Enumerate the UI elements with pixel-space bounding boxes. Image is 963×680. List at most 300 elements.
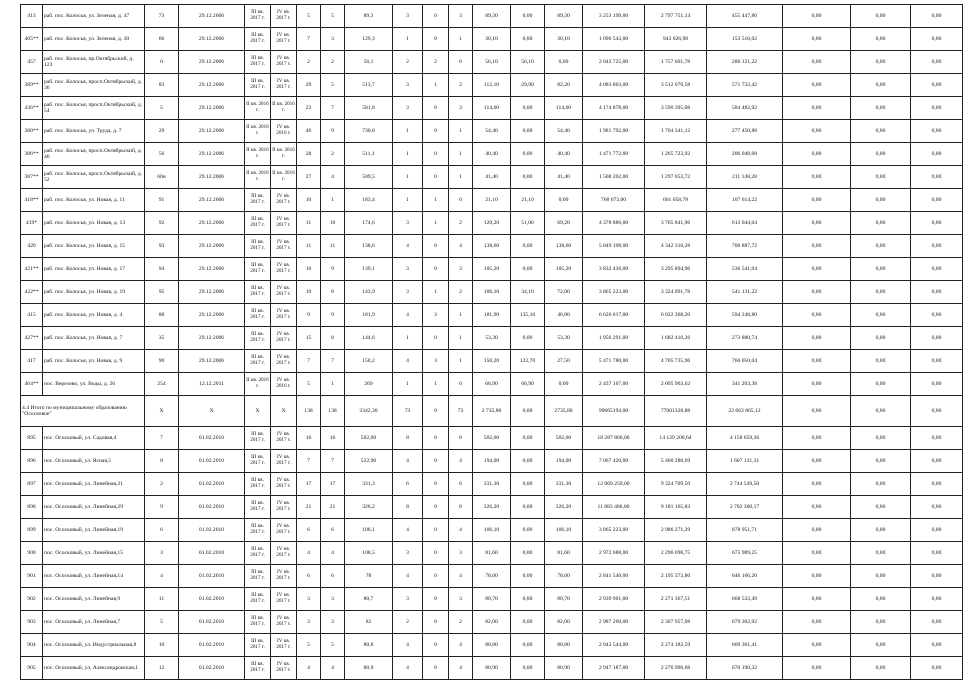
cell-c17: 0,00 bbox=[783, 565, 851, 588]
cell-c18: 0,00 bbox=[851, 611, 911, 634]
cell-c13: 138,60 bbox=[545, 235, 583, 258]
cell-c10: 3 bbox=[449, 97, 473, 120]
cell-addr: пос. Ососковый, ул. Линейная,29 bbox=[43, 496, 145, 519]
cell-c14: 2 043 725,00 bbox=[583, 51, 645, 74]
cell-s2: IV кв. 2017 г. bbox=[271, 634, 297, 657]
cell-c7: 78 bbox=[345, 565, 393, 588]
cell-c11: 106,10 bbox=[473, 281, 511, 304]
cell-s1: III кв. 2017 г. bbox=[245, 189, 271, 212]
cell-c19: 0,00 bbox=[911, 51, 963, 74]
cell-c10: 8 bbox=[449, 496, 473, 519]
cell-c6: 7 bbox=[321, 450, 345, 473]
cell-c19: 0,00 bbox=[911, 166, 963, 189]
cell-c13: 114,60 bbox=[545, 97, 583, 120]
cell-c8: 1 bbox=[393, 373, 423, 396]
cell-c7: 89,3 bbox=[345, 5, 393, 28]
table-row bbox=[21, 473, 963, 496]
cell-c9: 0 bbox=[423, 143, 449, 166]
cell-c13: 40,40 bbox=[545, 143, 583, 166]
cell-c14: 7 067 420,00 bbox=[583, 450, 645, 473]
cell-s2: IV кв. 2017 г. bbox=[271, 212, 297, 235]
cell-c14: 2 841 540,00 bbox=[583, 565, 645, 588]
cell-c6: 5 bbox=[321, 74, 345, 97]
cell-c14: 6 626 617,00 bbox=[583, 304, 645, 327]
cell-date: 01.02.2010 bbox=[179, 634, 245, 657]
cell-c2: 4 bbox=[145, 565, 179, 588]
total-c6: 138 bbox=[321, 396, 345, 427]
cell-c18: 0,00 bbox=[851, 350, 911, 373]
cell-id: 902 bbox=[21, 588, 43, 611]
cell-s2: IV кв. 2017 г. bbox=[271, 281, 297, 304]
cell-addr: раб. пос. Колосья, ул. Новая, д. 19 bbox=[43, 281, 145, 304]
cell-c2: 56 bbox=[145, 143, 179, 166]
cell-c11: 80,90 bbox=[473, 657, 511, 680]
cell-c10: 3 bbox=[449, 588, 473, 611]
cell-c14: 2 939 901,00 bbox=[583, 588, 645, 611]
cell-c18: 0,00 bbox=[851, 166, 911, 189]
cell-c8: 1 bbox=[393, 166, 423, 189]
cell-s2: II кв. 2016 г. bbox=[271, 143, 297, 166]
cell-c19: 0,00 bbox=[911, 143, 963, 166]
cell-c12: 0,00 bbox=[511, 542, 545, 565]
cell-c12: 0,00 bbox=[511, 97, 545, 120]
cell-s2: II кв. 2016 г. bbox=[271, 166, 297, 189]
table-row bbox=[21, 634, 963, 657]
cell-c16: 273 880,74 bbox=[707, 327, 783, 350]
cell-c15: 3 512 070,58 bbox=[645, 74, 707, 97]
cell-c6: 11 bbox=[321, 235, 345, 258]
cell-c5: 23 bbox=[297, 97, 321, 120]
cell-date: 29.12.2006 bbox=[179, 51, 245, 74]
cell-c17: 0,00 bbox=[783, 189, 851, 212]
cell-c7: 143,9 bbox=[345, 281, 393, 304]
cell-c14: 3 865 223,00 bbox=[583, 281, 645, 304]
cell-addr: раб. пос. Колосья, ул. Зеленая, д. 47 bbox=[43, 5, 145, 28]
cell-c7: 511,1 bbox=[345, 143, 393, 166]
cell-c2: 5 bbox=[145, 97, 179, 120]
cell-c18: 0,00 bbox=[851, 5, 911, 28]
cell-c15: 5 460 288,69 bbox=[645, 450, 707, 473]
cell-s2: IV кв. 2017 г. bbox=[271, 28, 297, 51]
cell-c6: 7 bbox=[321, 350, 345, 373]
cell-c9: 0 bbox=[423, 327, 449, 350]
cell-c9: 0 bbox=[423, 565, 449, 588]
cell-c16: 153 516,02 bbox=[707, 28, 783, 51]
cell-c11: 54,40 bbox=[473, 120, 511, 143]
cell-c18: 0,00 bbox=[851, 28, 911, 51]
cell-c14: 2 943 544,00 bbox=[583, 634, 645, 657]
cell-c2: 95 bbox=[145, 281, 179, 304]
table-body bbox=[21, 5, 963, 680]
cell-id: 417 bbox=[21, 350, 43, 373]
cell-c13: 80,70 bbox=[545, 588, 583, 611]
total-c5: 138 bbox=[297, 396, 321, 427]
table-row bbox=[21, 28, 963, 51]
cell-s1: III кв. 2017 г. bbox=[245, 350, 271, 373]
cell-c18: 0,00 bbox=[851, 473, 911, 496]
cell-c12: 0,00 bbox=[511, 588, 545, 611]
cell-c10: 1 bbox=[449, 143, 473, 166]
cell-c2: 90 bbox=[145, 350, 179, 373]
table-row bbox=[21, 5, 963, 28]
cell-c16: 2 744 549,50 bbox=[707, 473, 783, 496]
cell-c14: 18 287 860,00 bbox=[583, 427, 645, 450]
cell-date: 01.02.2010 bbox=[179, 473, 245, 496]
cell-date: 29.12.2006 bbox=[179, 235, 245, 258]
cell-c19: 0,00 bbox=[911, 120, 963, 143]
cell-c6: 9 bbox=[321, 258, 345, 281]
cell-c6: 9 bbox=[321, 304, 345, 327]
cell-c7: 269 bbox=[345, 373, 393, 396]
cell-c10: 3 bbox=[449, 5, 473, 28]
cell-c15: 2 307 957,08 bbox=[645, 611, 707, 634]
cell-c6: 9 bbox=[321, 120, 345, 143]
cell-s1: III кв. 2017 г. bbox=[245, 611, 271, 634]
cell-c9: 0 bbox=[423, 450, 449, 473]
table-row bbox=[21, 166, 963, 189]
cell-c19: 0,00 bbox=[911, 473, 963, 496]
cell-c9: 0 bbox=[423, 657, 449, 680]
cell-id: 418** bbox=[21, 189, 43, 212]
cell-id: 900 bbox=[21, 542, 43, 565]
cell-c16: 706 887,72 bbox=[707, 235, 783, 258]
cell-date: 29.12.2006 bbox=[179, 166, 245, 189]
cell-id: 389** bbox=[21, 74, 43, 97]
cell-c5: 5 bbox=[297, 373, 321, 396]
cell-c17: 0,00 bbox=[783, 51, 851, 74]
cell-c7: 331,3 bbox=[345, 473, 393, 496]
cell-s1: III кв. 2017 г. bbox=[245, 28, 271, 51]
cell-c10: 3 bbox=[449, 258, 473, 281]
cell-c7: 181,9 bbox=[345, 304, 393, 327]
cell-c12: 29,90 bbox=[511, 74, 545, 97]
cell-c6: 1 bbox=[321, 189, 345, 212]
cell-c5: 7 bbox=[297, 450, 321, 473]
table-row bbox=[21, 327, 963, 350]
cell-date: 29.12.2006 bbox=[179, 189, 245, 212]
cell-c16: 670 190,32 bbox=[707, 657, 783, 680]
cell-c5: 6 bbox=[297, 519, 321, 542]
cell-c12: 0,00 bbox=[511, 473, 545, 496]
cell-date: 29.12.2006 bbox=[179, 258, 245, 281]
cell-c8: 4 bbox=[393, 450, 423, 473]
cell-date: 01.02.2010 bbox=[179, 611, 245, 634]
cell-s1: III кв. 2017 г. bbox=[245, 74, 271, 97]
cell-c14: 4 083 803,00 bbox=[583, 74, 645, 97]
cell-s1: III кв. 2017 г. bbox=[245, 634, 271, 657]
cell-c18: 0,00 bbox=[851, 143, 911, 166]
cell-c19: 0,00 bbox=[911, 427, 963, 450]
cell-c9: 1 bbox=[423, 212, 449, 235]
cell-c9: 0 bbox=[423, 258, 449, 281]
cell-c13: 69,20 bbox=[545, 212, 583, 235]
cell-c14: 3 253 199,00 bbox=[583, 5, 645, 28]
cell-c19: 0,00 bbox=[911, 28, 963, 51]
cell-c2: 10 bbox=[145, 634, 179, 657]
cell-c13: 46,80 bbox=[545, 304, 583, 327]
cell-c9: 0 bbox=[423, 519, 449, 542]
cell-c6: 21 bbox=[321, 496, 345, 519]
cell-addr: раб. пос. Колосья, ул. Новая, д. 4 bbox=[43, 304, 145, 327]
cell-c2: 94 bbox=[145, 258, 179, 281]
table-row bbox=[21, 212, 963, 235]
cell-c2: 88 bbox=[145, 304, 179, 327]
cell-s2: IV кв. 2017 г. bbox=[271, 327, 297, 350]
cell-c14: 11 883 466,00 bbox=[583, 496, 645, 519]
cell-date: 29.12.2006 bbox=[179, 304, 245, 327]
cell-c11: 120,20 bbox=[473, 212, 511, 235]
cell-c16: 2 702 300,17 bbox=[707, 496, 783, 519]
table-row bbox=[21, 427, 963, 450]
cell-id: 896 bbox=[21, 450, 43, 473]
cell-c18: 0,00 bbox=[851, 542, 911, 565]
cell-c6: 4 bbox=[321, 542, 345, 565]
cell-c5: 3 bbox=[297, 611, 321, 634]
cell-c13: 54,40 bbox=[545, 120, 583, 143]
cell-c5: 4 bbox=[297, 542, 321, 565]
cell-id: 420 bbox=[21, 235, 43, 258]
total-c7: 3342,30 bbox=[345, 396, 393, 427]
cell-c15: 2 271 367,51 bbox=[645, 588, 707, 611]
cell-c17: 0,00 bbox=[783, 327, 851, 350]
cell-c11: 80,80 bbox=[473, 634, 511, 657]
cell-c6: 16 bbox=[321, 427, 345, 450]
cell-c11: 81,60 bbox=[473, 542, 511, 565]
cell-c16: 286 121,22 bbox=[707, 51, 783, 74]
cell-c6: 5 bbox=[321, 5, 345, 28]
cell-s2: IV кв. 2017 г. bbox=[271, 565, 297, 588]
cell-c5: 5 bbox=[297, 634, 321, 657]
cell-c15: 9 181 165,83 bbox=[645, 496, 707, 519]
cell-c15: 661 058,78 bbox=[645, 189, 707, 212]
cell-c13: 80,90 bbox=[545, 657, 583, 680]
cell-c19: 0,00 bbox=[911, 634, 963, 657]
cell-c5: 16 bbox=[297, 427, 321, 450]
cell-c11: 89,30 bbox=[473, 5, 511, 28]
cell-c10: 0 bbox=[449, 189, 473, 212]
cell-c6: 4 bbox=[321, 166, 345, 189]
cell-c16: 455 447,86 bbox=[707, 5, 783, 28]
cell-c13: 72,00 bbox=[545, 281, 583, 304]
cell-c17: 0,00 bbox=[783, 350, 851, 373]
cell-c18: 0,00 bbox=[851, 74, 911, 97]
cell-c5: 2 bbox=[297, 51, 321, 74]
cell-c6: 4 bbox=[321, 657, 345, 680]
cell-c5: 10 bbox=[297, 189, 321, 212]
cell-c10: 4 bbox=[449, 235, 473, 258]
cell-c15: 14 129 200,64 bbox=[645, 427, 707, 450]
cell-c7: 80,7 bbox=[345, 588, 393, 611]
table-row bbox=[21, 496, 963, 519]
cell-c7: 174,6 bbox=[345, 212, 393, 235]
cell-c10: 2 bbox=[449, 611, 473, 634]
cell-c18: 0,00 bbox=[851, 588, 911, 611]
cell-c10: 3 bbox=[449, 542, 473, 565]
cell-c16: 594 248,80 bbox=[707, 304, 783, 327]
cell-c6: 2 bbox=[321, 51, 345, 74]
cell-s2: IV кв. 2017 г. bbox=[271, 611, 297, 634]
cell-s1: III кв. 2017 г. bbox=[245, 258, 271, 281]
cell-id: 457 bbox=[21, 51, 43, 74]
cell-c12: 0,00 bbox=[511, 327, 545, 350]
cell-c6: 8 bbox=[321, 281, 345, 304]
cell-c10: 2 bbox=[449, 74, 473, 97]
cell-c19: 0,00 bbox=[911, 588, 963, 611]
cell-c11: 112,10 bbox=[473, 74, 511, 97]
cell-c19: 0,00 bbox=[911, 281, 963, 304]
cell-c15: 3 765 841,96 bbox=[645, 212, 707, 235]
cell-c7: 56,1 bbox=[345, 51, 393, 74]
cell-c2: 7 bbox=[145, 427, 179, 450]
cell-c10: 4 bbox=[449, 519, 473, 542]
cell-id: 436** bbox=[21, 97, 43, 120]
cell-c5: 15 bbox=[297, 327, 321, 350]
cell-c7: 326,2 bbox=[345, 496, 393, 519]
cell-c12: 122,70 bbox=[511, 350, 545, 373]
table-row bbox=[21, 450, 963, 473]
cell-addr: пос. Ососковый, ул. Линейная,31 bbox=[43, 473, 145, 496]
cell-c12: 0,00 bbox=[511, 565, 545, 588]
cell-id: 904 bbox=[21, 634, 43, 657]
cell-id: 897 bbox=[21, 473, 43, 496]
table-row bbox=[21, 281, 963, 304]
cell-c12: 0,00 bbox=[511, 5, 545, 28]
cell-c11: 56,10 bbox=[473, 51, 511, 74]
cell-c18: 0,00 bbox=[851, 189, 911, 212]
total-c18: 0,00 bbox=[851, 396, 911, 427]
cell-c17: 0,00 bbox=[783, 588, 851, 611]
cell-s2: II кв. 2016 г. bbox=[271, 97, 297, 120]
cell-c16: 613 044,04 bbox=[707, 212, 783, 235]
total-c11: 2 735,80 bbox=[473, 396, 511, 427]
cell-s1: III кв. 2017 г. bbox=[245, 496, 271, 519]
cell-c13: 0,00 bbox=[545, 51, 583, 74]
cell-c5: 7 bbox=[297, 350, 321, 373]
cell-addr: пос. Ососковый, ул. Индустриальная,8 bbox=[43, 634, 145, 657]
cell-c19: 0,00 bbox=[911, 496, 963, 519]
cell-c9: 0 bbox=[423, 473, 449, 496]
cell-c18: 0,00 bbox=[851, 634, 911, 657]
cell-c9: 0 bbox=[423, 588, 449, 611]
cell-c14: 4 378 886,00 bbox=[583, 212, 645, 235]
cell-c16: 4 158 659,36 bbox=[707, 427, 783, 450]
cell-c5: 10 bbox=[297, 258, 321, 281]
cell-addr: пос. Ососковый, ул. Линейная,19 bbox=[43, 519, 145, 542]
table-row bbox=[21, 189, 963, 212]
total-c16: 22 663 865,12 bbox=[707, 396, 783, 427]
table-row bbox=[21, 304, 963, 327]
cell-date: 29.12.2006 bbox=[179, 120, 245, 143]
cell-s2: IV кв. 2017 г. bbox=[271, 542, 297, 565]
cell-c9: 3 bbox=[423, 350, 449, 373]
cell-c14: 1 981 792,00 bbox=[583, 120, 645, 143]
total-date: X bbox=[179, 396, 245, 427]
cell-c16: 571 732,42 bbox=[707, 74, 783, 97]
cell-c16: 206 048,08 bbox=[707, 143, 783, 166]
cell-c14: 1 096 543,00 bbox=[583, 28, 645, 51]
cell-c18: 0,00 bbox=[851, 281, 911, 304]
cell-c12: 0,00 bbox=[511, 258, 545, 281]
cell-c8: 3 bbox=[393, 542, 423, 565]
cell-c9: 0 bbox=[423, 166, 449, 189]
table-row bbox=[21, 565, 963, 588]
cell-s2: IV кв. 2016 г. bbox=[271, 373, 297, 396]
cell-c2: 91 bbox=[145, 189, 179, 212]
cell-c7: 513,7 bbox=[345, 74, 393, 97]
cell-s2: IV кв. 2017 г. bbox=[271, 74, 297, 97]
cell-c9: 0 bbox=[423, 5, 449, 28]
cell-c11: 502,00 bbox=[473, 427, 511, 450]
cell-s1: II кв. 2016 г. bbox=[245, 97, 271, 120]
cell-s2: IV кв. 2017 г. bbox=[271, 5, 297, 28]
cell-c15: 2 986 271,29 bbox=[645, 519, 707, 542]
cell-c15: 4 705 735,96 bbox=[645, 350, 707, 373]
cell-c8: 6 bbox=[393, 473, 423, 496]
cell-c11: 150,20 bbox=[473, 350, 511, 373]
cell-c6: 6 bbox=[321, 565, 345, 588]
cell-c12: 0,00 bbox=[511, 519, 545, 542]
cell-c15: 9 324 709,50 bbox=[645, 473, 707, 496]
cell-c17: 0,00 bbox=[783, 74, 851, 97]
cell-c18: 0,00 bbox=[851, 97, 911, 120]
cell-c7: 509,5 bbox=[345, 166, 393, 189]
cell-c8: 3 bbox=[393, 74, 423, 97]
cell-c11: 82,00 bbox=[473, 611, 511, 634]
cell-id: 422** bbox=[21, 281, 43, 304]
cell-s1: III кв. 2017 г. bbox=[245, 327, 271, 350]
cell-c2: 6 bbox=[145, 519, 179, 542]
cell-c15: 2 274 182,59 bbox=[645, 634, 707, 657]
cell-c12: 0,00 bbox=[511, 120, 545, 143]
total-c15: 77001328,88 bbox=[645, 396, 707, 427]
cell-addr: пос. Ососковый, ул. Линейная,7 bbox=[43, 611, 145, 634]
cell-c11: 21,10 bbox=[473, 189, 511, 212]
cell-c12: 0,00 bbox=[511, 427, 545, 450]
table-row bbox=[21, 350, 963, 373]
total-c8: 73 bbox=[393, 396, 423, 427]
cell-id: 898 bbox=[21, 496, 43, 519]
cell-c7: 139,1 bbox=[345, 258, 393, 281]
cell-c12: 0,00 bbox=[511, 143, 545, 166]
cell-c18: 0,00 bbox=[851, 373, 911, 396]
cell-date: 01.02.2010 bbox=[179, 657, 245, 680]
cell-c19: 0,00 bbox=[911, 611, 963, 634]
cell-c16: 669 361,41 bbox=[707, 634, 783, 657]
cell-s2: IV кв. 2017 г. bbox=[271, 350, 297, 373]
cell-c8: 2 bbox=[393, 611, 423, 634]
cell-c10: 4 bbox=[449, 634, 473, 657]
cell-c13: 105,20 bbox=[545, 258, 583, 281]
cell-s1: III кв. 2017 г. bbox=[245, 5, 271, 28]
cell-c5: 46 bbox=[297, 120, 321, 143]
cell-c12: 56,10 bbox=[511, 51, 545, 74]
cell-c11: 53,30 bbox=[473, 327, 511, 350]
cell-s1: III кв. 2017 г. bbox=[245, 51, 271, 74]
cell-c10: 2 bbox=[449, 212, 473, 235]
cell-c19: 0,00 bbox=[911, 189, 963, 212]
cell-c18: 0,00 bbox=[851, 51, 911, 74]
total-c17: 0,00 bbox=[783, 396, 851, 427]
cell-c13: 502,00 bbox=[545, 427, 583, 450]
cell-c8: 8 bbox=[393, 496, 423, 519]
cell-s1: III кв. 2017 г. bbox=[245, 542, 271, 565]
cell-c14: 5 049 198,00 bbox=[583, 235, 645, 258]
cell-c10: 6 bbox=[449, 473, 473, 496]
cell-c17: 0,00 bbox=[783, 496, 851, 519]
table-row bbox=[21, 611, 963, 634]
cell-c19: 0,00 bbox=[911, 258, 963, 281]
cell-c2: 93 bbox=[145, 235, 179, 258]
